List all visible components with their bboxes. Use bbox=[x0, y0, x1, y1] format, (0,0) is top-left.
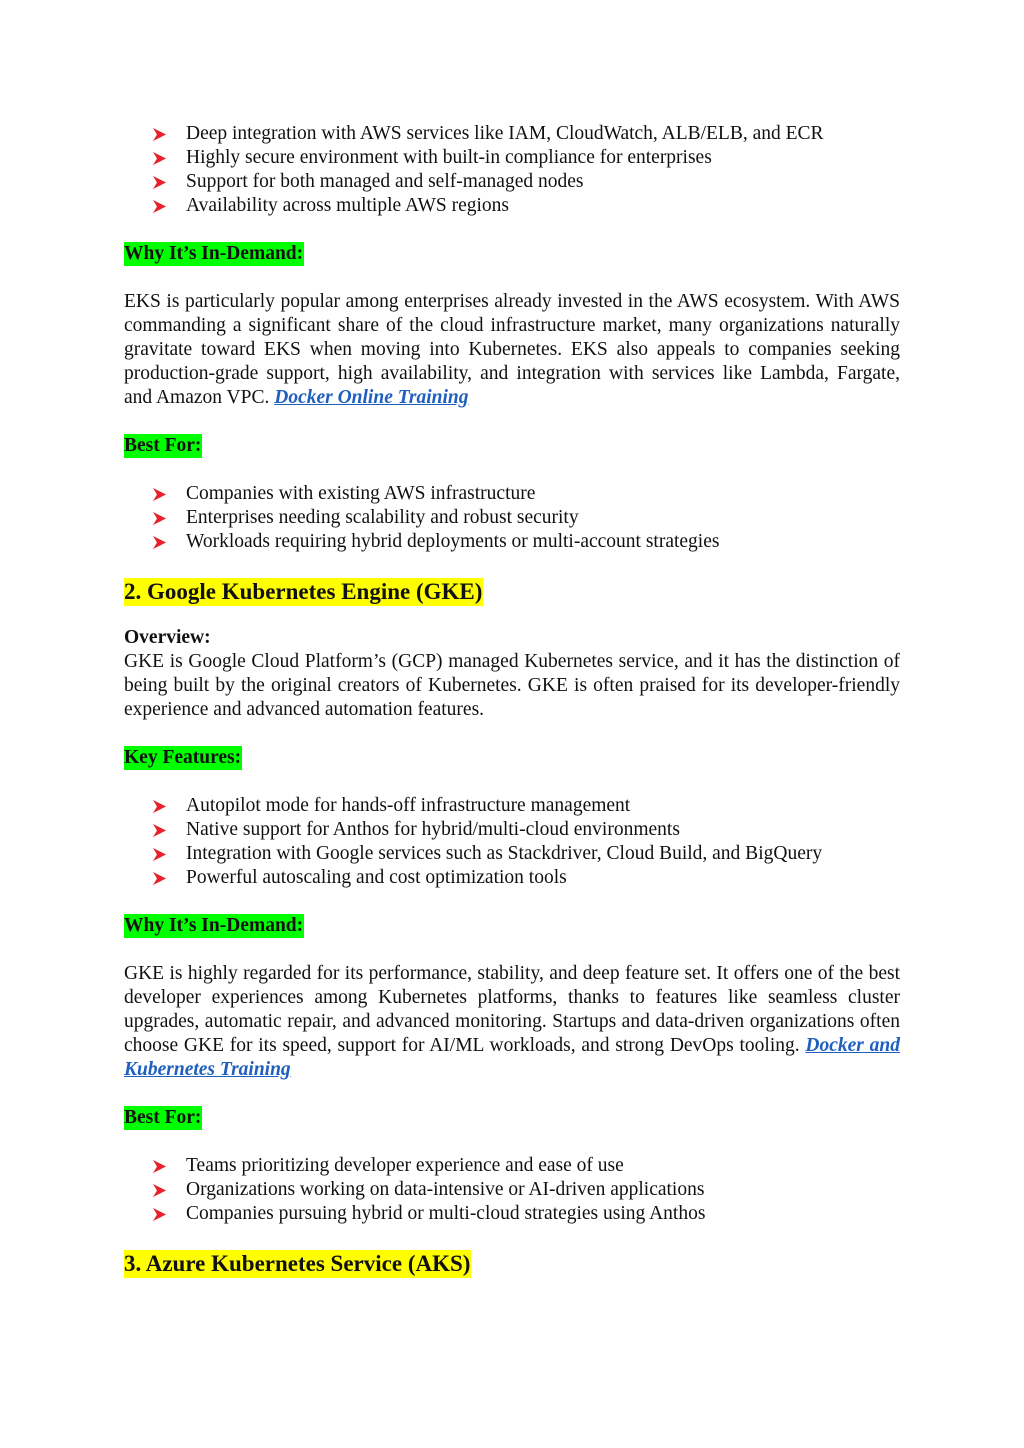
arrow-bullet-icon bbox=[153, 128, 166, 141]
list-item bbox=[124, 818, 900, 842]
gke-features-list bbox=[124, 794, 900, 890]
list-item bbox=[124, 170, 900, 194]
list-item-text: Workloads requiring hybrid deployments or multi-account strategies bbox=[186, 531, 720, 552]
list-item bbox=[124, 146, 900, 170]
list-item-text: Highly secure environment with built-in compliance for enterprises bbox=[186, 147, 712, 168]
docker-kubernetes-training-link[interactable]: Docker and Kubernetes Training bbox=[124, 1035, 901, 1080]
arrow-bullet-icon bbox=[153, 848, 166, 861]
gke-why-text: GKE is highly regarded for its performance, stability, and deep feature set. It offers one of the best developer experiences among Kubernetes platforms, thanks to features like seamless cluster upgrades, automatic repair, and advanced monitoring. Startups and data-driven organizations often choose GKE for its speed, support for AI/ML workloads, and strong DevOps tooling. bbox=[124, 963, 900, 1056]
list-item-text: Enterprises needing scalability and robust security bbox=[186, 507, 579, 528]
aks-heading: 3. Azure Kubernetes Service (AKS) bbox=[124, 1251, 471, 1276]
eks-why-text: EKS is particularly popular among enterprises already invested in the AWS ecosystem. With AWS commanding a significant share of the cloud infrastructure market, many organizations naturally gravitate toward EKS when moving into Kubernetes. EKS also appeals to companies seeking production-grade support, high availability, and integration with services like Lambda, Fargate, and Amazon VPC. bbox=[124, 291, 900, 408]
gke-why-paragraph bbox=[124, 962, 900, 1082]
gke-features-label-line bbox=[124, 746, 900, 770]
gke-heading-line bbox=[124, 578, 900, 606]
list-item-text: Native support for Anthos for hybrid/multi-cloud environments bbox=[186, 819, 680, 840]
arrow-bullet-icon bbox=[153, 152, 166, 165]
arrow-bullet-icon bbox=[153, 176, 166, 189]
arrow-bullet-icon bbox=[153, 800, 166, 813]
gke-why-label-line bbox=[124, 914, 900, 938]
eks-why-paragraph bbox=[124, 290, 900, 410]
docker-online-training-link[interactable]: Docker Online Training bbox=[274, 387, 469, 408]
list-item bbox=[124, 1154, 900, 1178]
list-item bbox=[124, 866, 900, 890]
list-item-text: Organizations working on data-intensive or AI-driven applications bbox=[186, 1179, 705, 1200]
arrow-bullet-icon bbox=[153, 200, 166, 213]
gke-overview-label: Overview: bbox=[124, 627, 211, 648]
document-page bbox=[124, 122, 900, 1278]
list-item bbox=[124, 1178, 900, 1202]
list-item-text: Companies with existing AWS infrastructure bbox=[186, 483, 536, 504]
list-item bbox=[124, 122, 900, 146]
list-item-text: Deep integration with AWS services like IAM, CloudWatch, ALB/ELB, and ECR bbox=[186, 123, 824, 144]
gke-features-label: Key Features: bbox=[124, 747, 242, 768]
eks-features-list bbox=[124, 122, 900, 218]
list-item bbox=[124, 506, 900, 530]
list-item bbox=[124, 794, 900, 818]
list-item-text: Powerful autoscaling and cost optimization tools bbox=[186, 867, 567, 888]
eks-why-label-line bbox=[124, 242, 900, 266]
list-item-text: Integration with Google services such as Stackdriver, Cloud Build, and BigQuery bbox=[186, 843, 823, 864]
arrow-bullet-icon bbox=[153, 536, 166, 549]
arrow-bullet-icon bbox=[153, 1184, 166, 1197]
list-item bbox=[124, 842, 900, 866]
arrow-bullet-icon bbox=[153, 872, 166, 885]
gke-heading: 2. Google Kubernetes Engine (GKE) bbox=[124, 579, 483, 604]
eks-why-label: Why It’s In-Demand: bbox=[124, 243, 304, 264]
arrow-bullet-icon bbox=[153, 512, 166, 525]
gke-overview-text: GKE is Google Cloud Platform’s (GCP) managed Kubernetes service, and it has the distinction of being built by the original creators of Kubernetes. GKE is often praised for its developer-friendly experience and advanced automation features. bbox=[124, 651, 900, 720]
list-item bbox=[124, 1202, 900, 1226]
arrow-bullet-icon bbox=[153, 488, 166, 501]
list-item bbox=[124, 530, 900, 554]
arrow-bullet-icon bbox=[153, 824, 166, 837]
gke-best-label: Best For: bbox=[124, 1107, 202, 1128]
list-item-text: Support for both managed and self-managed nodes bbox=[186, 171, 584, 192]
eks-best-label-line bbox=[124, 434, 900, 458]
gke-why-label: Why It’s In-Demand: bbox=[124, 915, 304, 936]
list-item-text: Teams prioritizing developer experience and ease of use bbox=[186, 1155, 624, 1176]
eks-best-list bbox=[124, 482, 900, 554]
list-item-text: Availability across multiple AWS regions bbox=[186, 195, 510, 216]
gke-best-list bbox=[124, 1154, 900, 1226]
arrow-bullet-icon bbox=[153, 1208, 166, 1221]
eks-best-label: Best For: bbox=[124, 435, 202, 456]
gke-best-label-line bbox=[124, 1106, 900, 1130]
list-item bbox=[124, 482, 900, 506]
arrow-bullet-icon bbox=[153, 1160, 166, 1173]
list-item-text: Companies pursuing hybrid or multi-cloud strategies using Anthos bbox=[186, 1203, 706, 1224]
list-item bbox=[124, 194, 900, 218]
aks-heading-line bbox=[124, 1250, 900, 1278]
list-item-text: Autopilot mode for hands-off infrastructure management bbox=[186, 795, 631, 816]
